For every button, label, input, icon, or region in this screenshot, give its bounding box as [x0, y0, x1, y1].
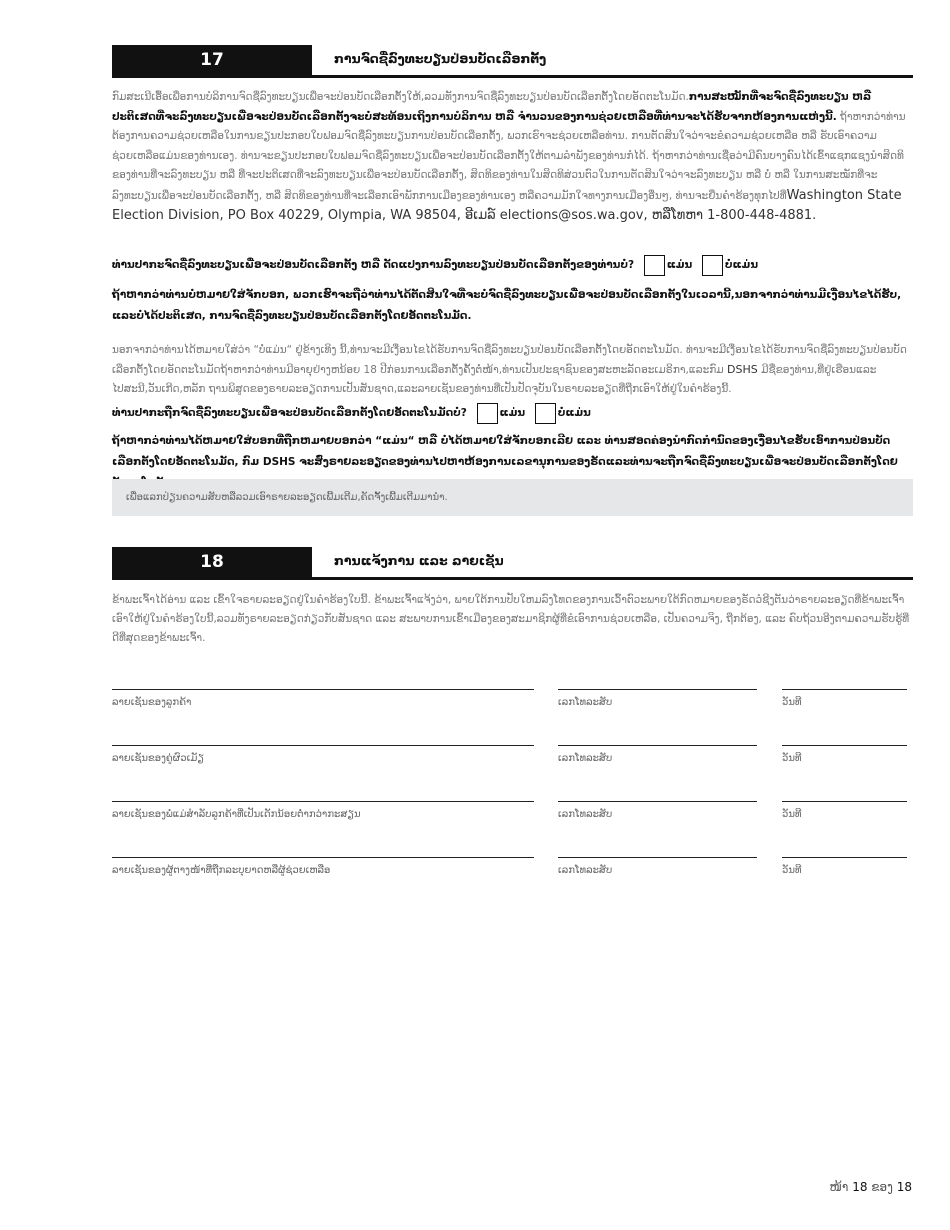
register-yes-checkbox[interactable] — [644, 255, 665, 276]
register-question: ທ່ານປາກະຈົດຊື່ລົງທະບຽນເພື່ອຈະປ່ອນບັດເລືອກຕັ້ງ ຫລື ດັດແປງການລົງທະບຽນປ່ອນບັດເລືອກຕັ້ງຂອງທ່ານບໍ່? — [112, 259, 635, 271]
date-line[interactable] — [782, 689, 907, 690]
date-label: ວັນທີ — [782, 865, 802, 876]
section-number: 18 — [112, 547, 312, 577]
register-yes-label: ແມ່ນ — [666, 259, 693, 271]
signature-label: ລາຍເຊັນຂອງລູກຄ້າ — [112, 697, 192, 708]
auto-no-label: ບໍ່ແມ່ນ — [557, 407, 591, 419]
auto-registration-note: ຖ້າຫາກວ່າທ່ານໄດ້ຫມາຍໃສ່ບອກທີ່ຖືກຫມາຍບອກວ່າ “ແມ່ນ“ ຫລື ບໍ່ໄດ້ຫມາຍໃສ່ຈັກບອກເລີຍ ແລະ ທ່ານສອດຄ່ອງນຳກົດກຳນົດຂອງເງື່ອນໄຂຮັບເອົາການປ່ອນບັດເລືອກຕັ້ງໂດຍອັດຕະໂນມັດ, ກົມ DSHS ຈະສົ່ງຣາຍລະອຽດຂອງທ່ານໄປຫາຫ້ອງການເລຂານຸການຂອງຣັດແລະທ່ານຈະຖືກຈົດຊື່ລົງທະບຽນເພື່ອຈະປ່ອນບັດເລືອກຕັ້ງໂດຍ — [112, 435, 898, 468]
section-title: ການຈົດຊື່ລົງທະບຽນປ່ອນບັດເລືອກຕັ້ງ — [334, 51, 547, 66]
phone-line[interactable] — [558, 857, 757, 858]
declaration-paragraph: ຂ້າພະເຈົ້າໄດ້ອ່ານ ແລະ ເຂົ້າໃຈຣາຍລະອຽດຢູ່ໃນຄຳຮ້ອງໃບນີ້. ຂ້າພະເຈົ້າແຈ້ງວ່າ, ພາຍໃຕ້ການປັບໃຫມລົງໂທດຂອງການເວົ້າຕົວະພາຍໃຕ້ກົດຫມາຍຂອງຣັດວໍຊີງຕັນວ່າຣາຍລະອຽດທີ່ຂ້າພະເຈົ້າເອົາໃຫ້ຢູ່ໃນຄຳຮ້ອງໃບນີ້,ລວມທັງຣາຍລະອຽດກ່ຽວກັບສັນຊາດ ແລະ ສະພາບການເຂົ້າເມືອງຂອງສະມາຊິກຜູ້ທີ່ຂໍເອົາການຊ່ວຍເຫລືອ, ເປັນຄວາມຈິງ, ຖືກຕ້ອງ, ແລະ ຄົບຖ້ວນອີງຕາມຄວາມຮັບຮູ້ທີ່ດີທີ່ສຸດຂອງຂ້າພະເຈົ້າ. — [112, 594, 910, 644]
auto-register-question: ທ່ານປາກະຖືກຈົດຊື່ລົງທະບຽນເພື່ອຈະປ່ອນບັດເລືອກຕັ້ງໂດຍອັດຕະໂນມັດບໍ່? — [112, 407, 467, 419]
signature-label: ລາຍເຊັນຂອງພໍ່ແມ່ສຳລັບລູກຄ້າທີ່ເປັນເດັກນ້ອຍຕ່ຳກວ່າກະສຽນ — [112, 809, 361, 820]
phone-line[interactable] — [558, 689, 757, 690]
auto-yes-checkbox[interactable] — [477, 403, 498, 424]
phone-line[interactable] — [558, 801, 757, 802]
auto-registration-paragraph: ນອກຈາກວ່າທ່ານໄດ້ຫມາຍໃສ່ວ່າ “ບໍ່ແມ່ນ“ ຢູ່ຂ້າງເທິງ ນີ້,ທ່ານຈະມີເງື່ອນໄຂໄດ້ຮັບການຈົດຊື່ລົງທະບຽນປ່ອນບັດເລືອກຕັ້ງໂດຍອັດຕະໂນມັດ. ທ່ານຈະມີເງື່ອນໄຂໄດ້ຮັບການຈົດຊື່ລົງທະບຽນປ່ອນບັດເລືອກຕັ້ງໂດຍອັດຕະໂນມັດຖ້າຫາກວ່າທ່ານມີອາຍຸຢ່າງຫນ້ອຍ 18 ປີກ່ອນການເລືອກຕັ້ງຄັ້ງຕໍ່ໜ້າ,ທ່ານເປັນປະຊາຊົນຂອງສະຫະລັດອະເມຣິກາ,ແລະກົມ DSHS ມີຊື່ຂອງທ່ານ,ທີ່ຢູ່ເຮືອນແລະໄປສະນີ,ວັນເກີດ,ຫລັກ ຖານພິສູດຂອງຣາຍລະອຽດການເປັນສັນຊາດ,ແລະລາຍເຊັນຂອງທ່ານທີ່ເປັນປັດຈຸບັນໃນຣາຍລະອຽດທີ່ຖືກເອົາໃຫ້ຢູ່ໃນຄຳຮ້ອງນີ້. — [112, 344, 907, 395]
phone-line[interactable] — [558, 745, 757, 746]
auto-no-checkbox[interactable] — [535, 403, 556, 424]
section-title: ການແຈ້ງການ ແລະ ລາຍເຊັນ — [334, 553, 504, 568]
no-box-note: ຖ້າຫາກວ່າທ່ານບໍ່ຫມາຍໃສ່ຈັກບອກ, ພວກເຮົາຈະຖືວ່າທ່ານໄດ້ຕັດສິນໃຈທີ່ຈະບໍ່ຈົດຊື່ລົງທະບຽນເພື່ອຈະປ່ອນບັດເລືອກຕັ້ງໃນເວລານີ້,ນອກຈາກວ່າທ່ານມີເງື່ອນໄຂໄດ້ຮັບ, ແລະບໍ່ໄດ້ປະຕິເສດ, ການຈົດຊື່ລົງທະບຽນປ່ອນບັດເລືອກຕັ້ງໂດຍອັດຕະໂນມັດ. — [112, 289, 902, 322]
auto-register-question-row — [112, 402, 913, 424]
signature-line[interactable] — [112, 689, 534, 690]
page-number: ໜ້າ 18 ຂອງ 18 — [829, 1180, 912, 1194]
date-line[interactable] — [782, 857, 907, 858]
date-label: ວັນທີ — [782, 753, 802, 764]
section-18-header — [112, 547, 913, 580]
section-number: 17 — [112, 45, 312, 75]
register-question-row — [112, 254, 913, 276]
register-no-label: ບໍ່ແມ່ນ — [724, 259, 758, 271]
date-line[interactable] — [782, 745, 907, 746]
date-label: ວັນທີ — [782, 809, 802, 820]
signature-line[interactable] — [112, 857, 534, 858]
signature-label: ລາຍເຊັນຂອງຄູ່ຜົວເມັຽ — [112, 753, 204, 764]
section-17-header — [112, 45, 913, 78]
phone-label: ເລກໂທລະສັບ — [558, 809, 613, 820]
additional-info-note: ເພື່ອແລກປ່ຽນຄວາມສັບຫລືລວມເອົາຣາຍລະອຽດເພີ້ມເຕີມ,ຄັດຈັ້ງເພີ້ມເຕີມມານຳ. — [112, 479, 913, 516]
signature-line[interactable] — [112, 801, 534, 802]
date-label: ວັນທີ — [782, 697, 802, 708]
register-no-checkbox[interactable] — [702, 255, 723, 276]
signature-label: ລາຍເຊັນຂອງຜູ້ຕາງໜ້າທີ່ຖືກລະບຸຍາດຫລືຜູ້ຊ່ວຍເຫລືອ — [112, 865, 331, 876]
signature-line[interactable] — [112, 745, 534, 746]
phone-label: ເລກໂທລະສັບ — [558, 697, 613, 708]
date-line[interactable] — [782, 801, 907, 802]
phone-label: ເລກໂທລະສັບ — [558, 753, 613, 764]
phone-label: ເລກໂທລະສັບ — [558, 865, 613, 876]
auto-yes-label: ແມ່ນ — [499, 407, 526, 419]
voter-registration-intro: ກົມສະເນີເອື້ອເພື່ອການບໍລິການຈົດຊື່ລົງທະບຽນເພື່ອຈະປ່ອນບັດເລືອກຕັ້ງໃຫ້,ລວມທັງການຈົດຊື່ລົງທະບຽນປ່ອນບັດເລືອກຕັ້ງໂດຍອັດຕະໂນມັດ.ການສະໝັກທີ່ຈະຈົດຊື່ລົງທະບຽນ ຫລື ປະຕິເສດທີ່ຈະລົງທະບຽນເພື່ອຈະປ່ອນບັດເລືອກຕັ້ງຈະບໍ່ສະທ້ອນເຖິງການບໍລິການ ຫລື ຈຳນວນຂອງການຊ່ວຍເຫລືອທີ່ທ່ານຈະໄດ້ຮັບຈາກຫ້ອງການແຫ່ງນີ້. ຖ້າຫາກວ່າທ່ານຕ້ອງການຄວາມຊ່ວຍເຫລືອໃນການຂຽນປະກອບໃບຟອມຈົດຊື່ລົງທະບຽນການປ່ອນບັດເລືອກຕັ້ງ, ພວກເຮົາຈະຊ່ວຍເຫລືອທ່ານ. ການຕັດສິນໃຈວ່າຈະຂໍຄວາມຊ່ວຍເຫລືອ ຫລື ຮັບເອົາຄວາມຊ່ວຍເຫລືອແມ່ນຂອງທ່ານເອງ. ທ່ານຈະຂຽນປະກອບໃບຟອມຈົດຊື່ລົງທະບຽນເພື່ອຈະປ່ອນບັດເລືອກຕັ້ງໃຫ້ຕາມລຳພັງຂອງທ່ານກໍໄດ້. ຖ້າຫາກວ່າທ່ານເຊື່ອວ່າມີຄົນບາງຄົນໄດ້ເຂົ້າແຊກແຊງນຳສິດທິຂອງທ່ານທີ່ຈະລົງທະບຽນ ຫລື ທີ່ຈະປະຕິເສດທີ່ຈະລົງທະບຽນເພື່ອຈະປ່ອນບັດເລືອກຕັ້ງ, ສິດທິຂອງທ່ານໃນສິດທິສ່ວນຕົວໃນການຕັດສິນໃຈວ່າຈະລົງທະບຽນ ຫລື ບໍ່ ຫລື ໃນການສະໝັກທີ່ຈະລົງທະບຽນເພື່ອຈະປ່ອນບັດເລືອກຕັ້ງ, ຫລື ສິດທິຂອງທ່ານທີ່ຈະເລືອກເອົາພັກການເມືອງຂອງທ່ານເອງ ຫລືຄວາມມັກໃຈທາງການເມືອງອື່ນໆ, ທ່ານຈະຍື່ນຄຳຮ້ອງທຸກໄປທີ່Washington State Election Division, PO Box 40229, Olympia, WA 98504, ອີເມລ໌ elections@sos.wa.gov, ຫລືໂທຫາ 1-800-448-4881. — [112, 91, 906, 223]
